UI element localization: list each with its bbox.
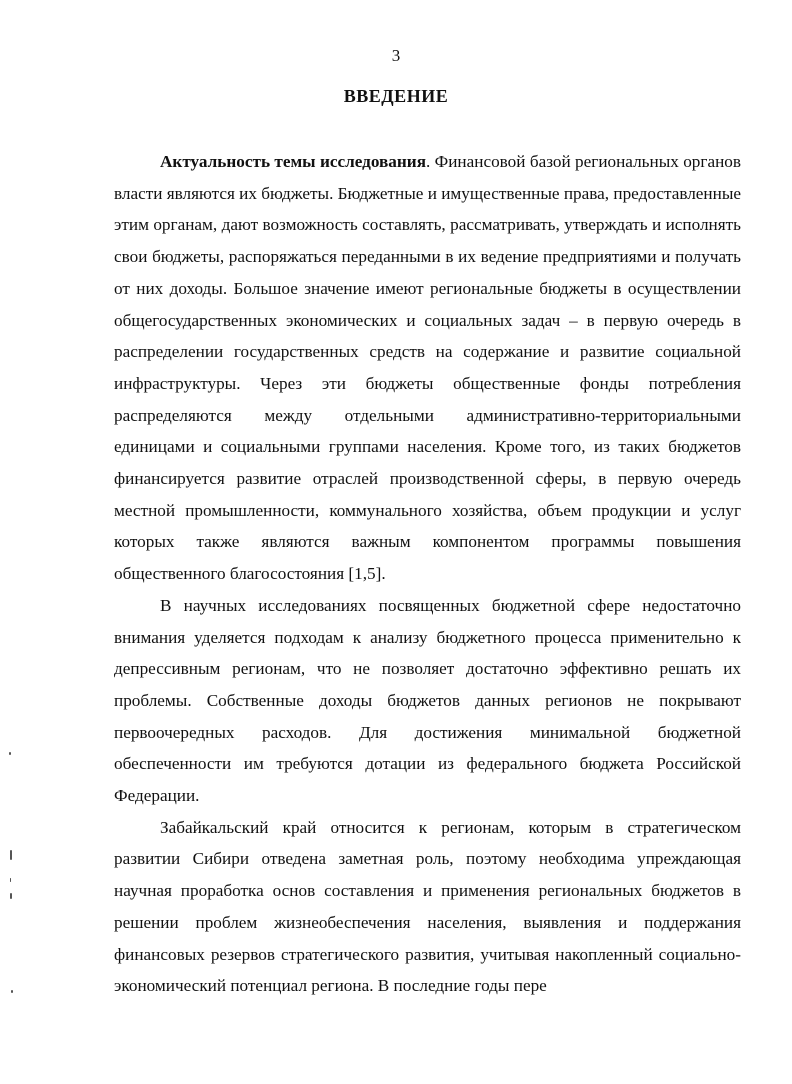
- paragraph-text: В научных исследованиях посвященных бюджетной сфере недостаточно внимания уделяется подходам к анализу бюджетного процесса применительно к депрессивным регионам, что не позволяет достаточно эффективно решать их проблемы. Собственные доходы бюджетов данных регионов не покрывают первоочередных расходов. Для достижения минимальной бюджетной обеспеченности им требуются дотации из федерального бюджета Российской Федерации.: [114, 595, 741, 806]
- paragraph-lead: Актуальность темы исследования: [160, 152, 426, 171]
- page-number: 3: [391, 46, 401, 65]
- scan-speck: [11, 990, 13, 993]
- paragraph-text: . Финансовой базой региональных органов власти являются их бюджеты. Бюджетные и имущественные права, предоставленные этим органам, дают возможность составлять, рассматривать, утверждать и исполнять свои бюджеты, распоряжаться переданными в их ведение предприятиями и получать от них доходы. Большое значение имеют региональные бюджеты в осуществлении общегосударственных экономических и социальных задач – в первую очередь в распределении государственных средств на содержание и развитие социальной инфраструктуры. Через эти бюджеты общественные фонды потребления распределяются между отдельными административно-территориальными единицами и социальными группами населения. Кроме того, из таких бюджетов финансируется развитие отраслей производственной сферы, в первую очередь местной промышленности, коммунального хозяйства, объем продукции и услуг которых также являются важным компонентом программы повышения общественного благосостояния [1,5].: [114, 152, 741, 584]
- scan-speck: [10, 850, 12, 860]
- scan-speck: [10, 878, 11, 882]
- scan-speck: [9, 752, 11, 755]
- section-title: ВВЕДЕНИЕ: [343, 86, 449, 106]
- paragraph-text: Забайкальский край относится к регионам, которым в стратегическом развитии Сибири отведена заметная роль, поэтому необходима упреждающая научная проработка основ составления и применения региональных бюджетов в решении проблем жизнеобеспечения населения, выявления и поддержания финансовых резервов стратегического развития, учитывая накопленный социально-экономический потенциал региона. В последние годы пере: [114, 817, 741, 996]
- paragraph-region: [114, 812, 741, 1002]
- scan-margin-specks: [0, 0, 40, 1084]
- paragraph-research: [114, 590, 741, 812]
- paragraph-relevance: [114, 146, 741, 590]
- body-text: [114, 146, 741, 1002]
- scan-speck: [10, 893, 12, 899]
